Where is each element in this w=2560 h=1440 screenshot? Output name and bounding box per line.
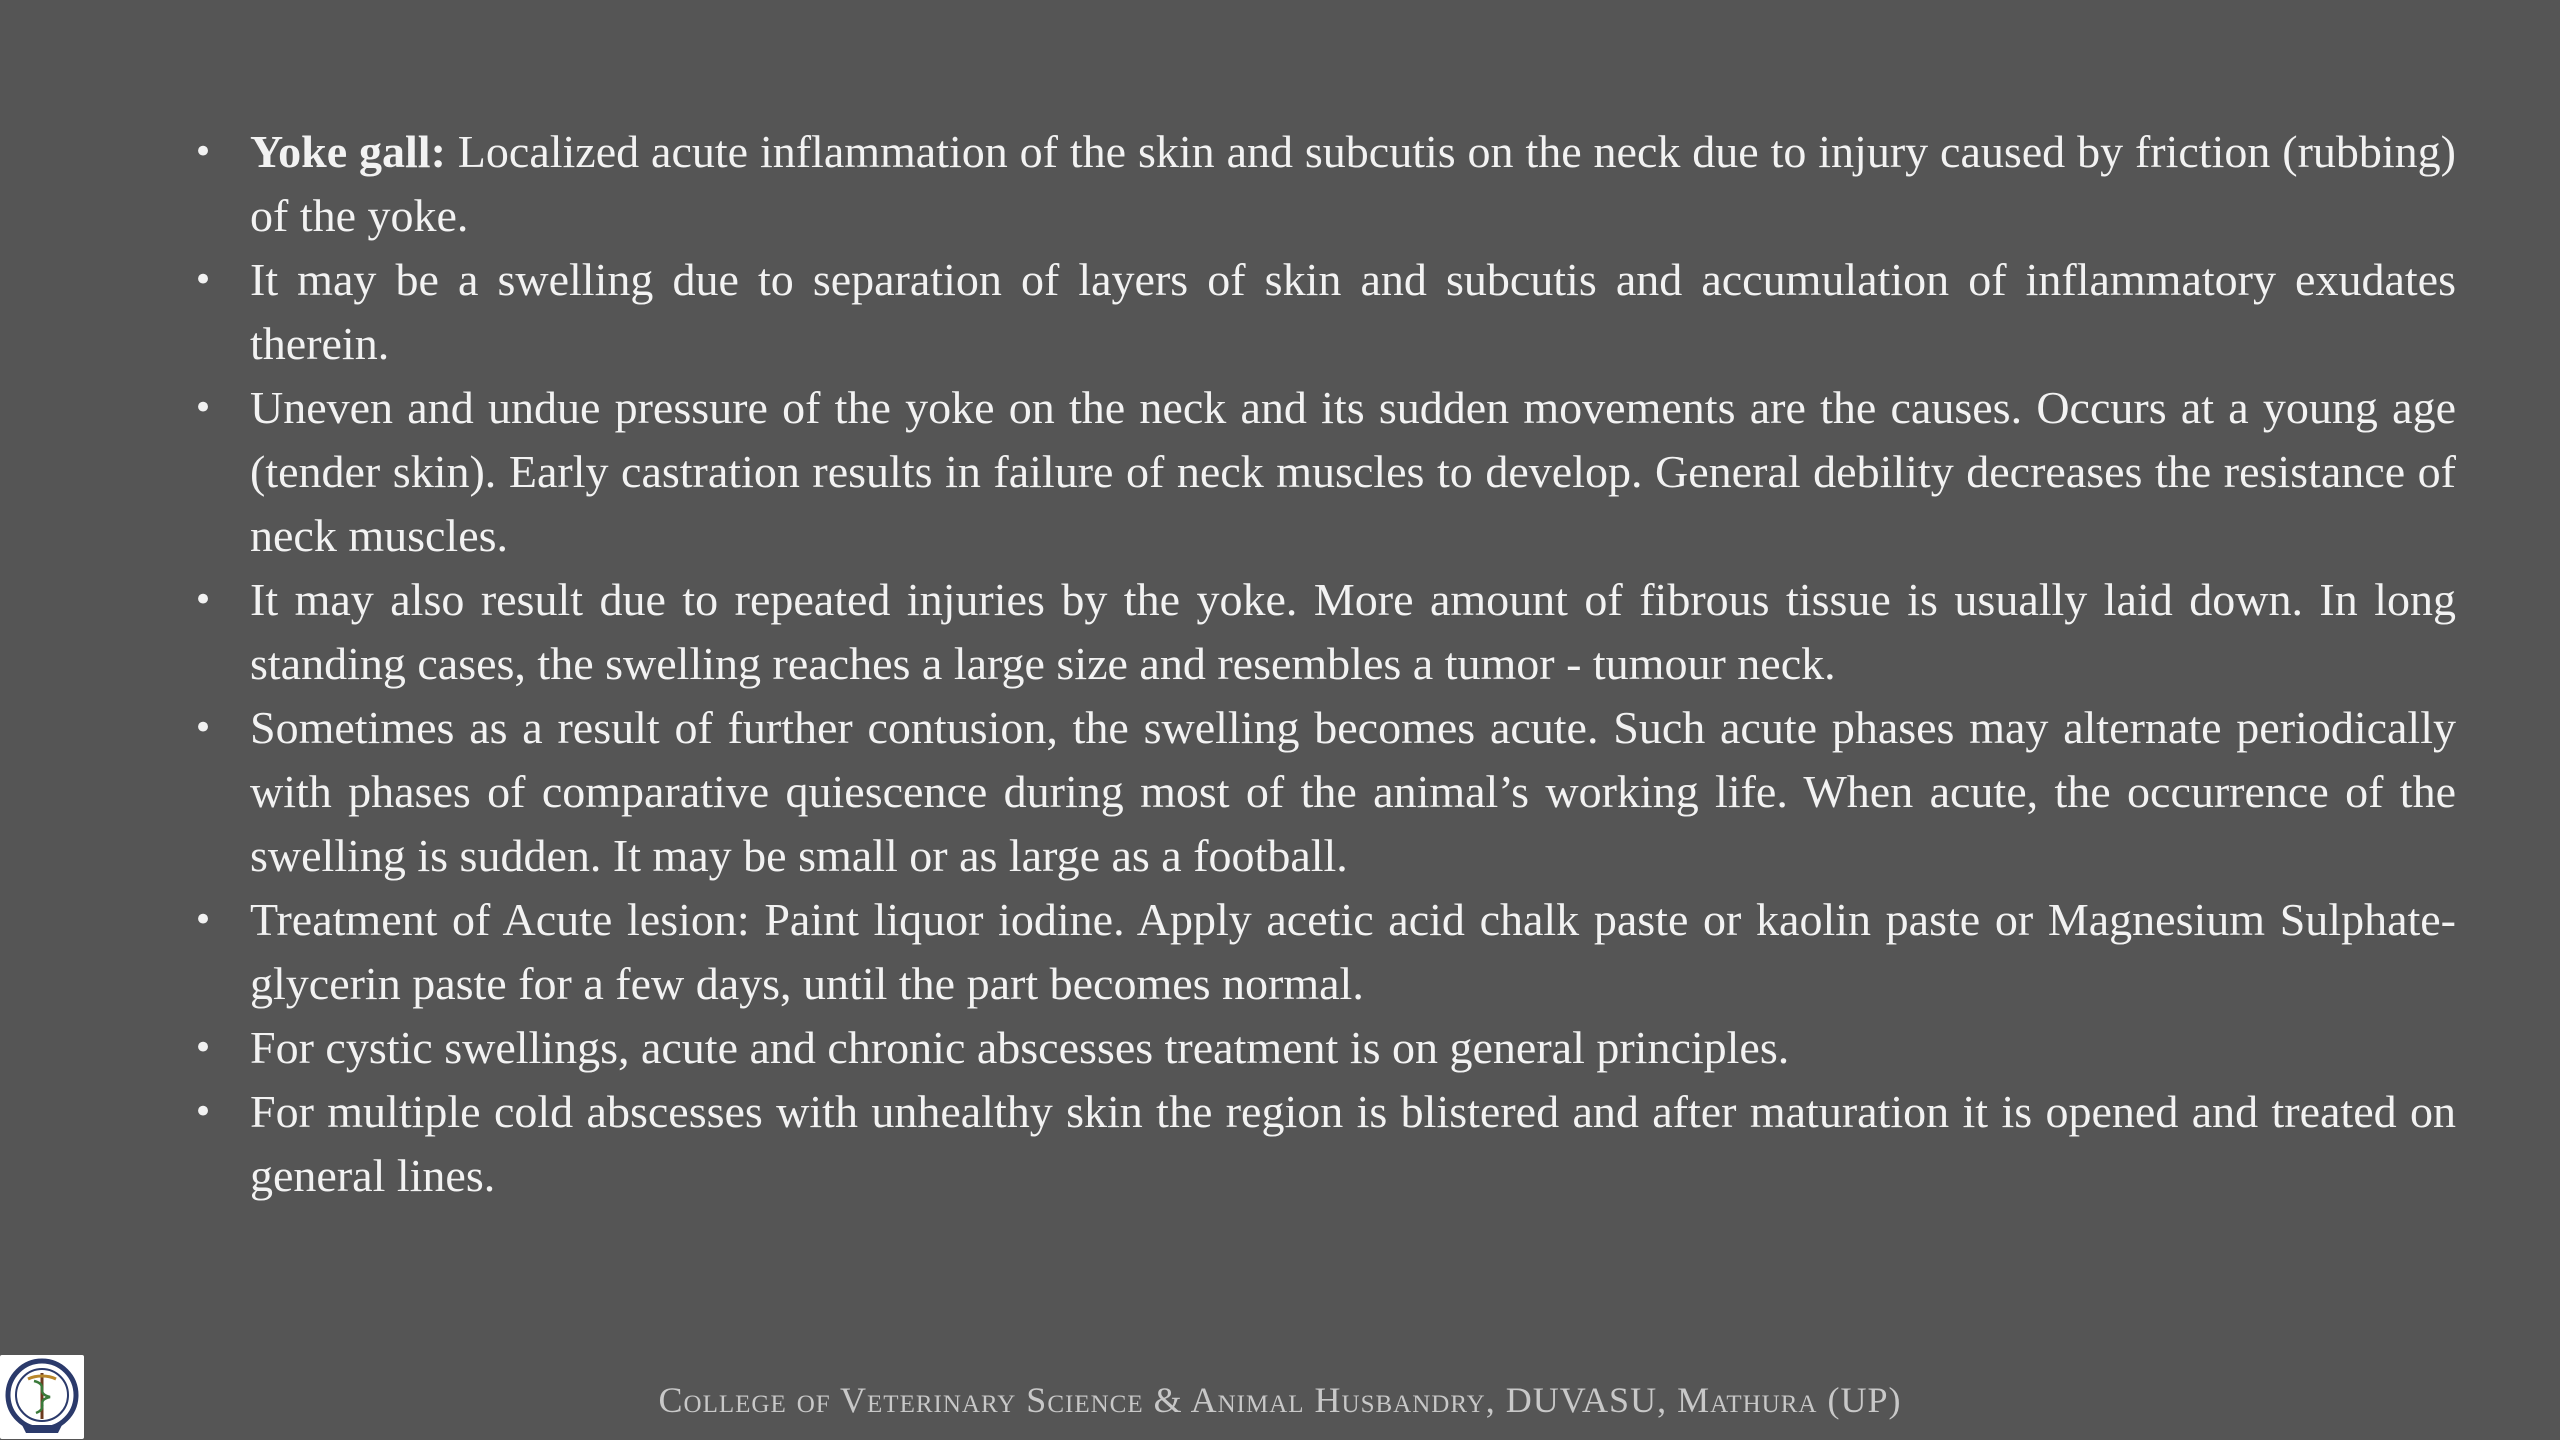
bullet-lead: Yoke gall: <box>250 126 446 177</box>
bullet-item <box>188 1016 2456 1080</box>
bullet-text: Localized acute inflammation of the skin and subcutis on the neck due to injury caused by friction (rubbing) of the yoke. <box>250 126 2457 241</box>
bullet-item <box>188 568 2456 696</box>
footer-institution: College of Veterinary Science & Animal Husbandry, DUVASU, Mathura (UP) <box>658 1380 1902 1420</box>
bullet-item <box>188 696 2456 888</box>
bullet-text: For cystic swellings, acute and chronic abscesses treatment is on general principles. <box>250 1022 1790 1073</box>
bullet-text: For multiple cold abscesses with unhealthy skin the region is blistered and after maturation it is opened and treated on general lines. <box>250 1086 2456 1201</box>
bullet-text: Treatment of Acute lesion: Paint liquor iodine. Apply acetic acid chalk paste or kaolin paste or Magnesium Sulphate-glycerin paste for a few days, until the part becomes normal. <box>250 894 2456 1009</box>
bullet-dot: • <box>192 132 214 172</box>
bullet-dot: • <box>192 580 214 620</box>
bullet-list <box>188 120 2456 1208</box>
bullet-item <box>188 1080 2456 1208</box>
bullet-item <box>188 120 2456 248</box>
bullet-item <box>188 888 2456 1016</box>
bullet-text: Sometimes as a result of further contusion, the swelling becomes acute. Such acute phases may alternate periodically with phases of comparative quiescence during most of the animal’s working life. When acute, the occurrence of the swelling is sudden. It may be small or as large as a football. <box>250 702 2456 881</box>
bullet-item <box>188 376 2456 568</box>
bullet-text: Uneven and undue pressure of the yoke on the neck and its sudden movements are the causes. Occurs at a young age (tender skin). Early castration results in failure of neck muscles to develop. General debility decreases the resistance of neck muscles. <box>250 382 2456 561</box>
bullet-dot: • <box>192 1028 214 1068</box>
bullet-text: It may also result due to repeated injuries by the yoke. More amount of fibrous tissue is usually laid down. In long standing cases, the swelling reaches a large size and resembles a tumor - tumour neck. <box>250 574 2456 689</box>
bullet-dot: • <box>192 1092 214 1132</box>
bullet-dot: • <box>192 388 214 428</box>
bullet-text: It may be a swelling due to separation of layers of skin and subcutis and accumulation of inflammatory exudates therein. <box>250 254 2456 369</box>
bullet-item <box>188 248 2456 376</box>
bullet-dot: • <box>192 900 214 940</box>
bullet-dot: • <box>192 708 214 748</box>
bullet-dot: • <box>192 260 214 300</box>
